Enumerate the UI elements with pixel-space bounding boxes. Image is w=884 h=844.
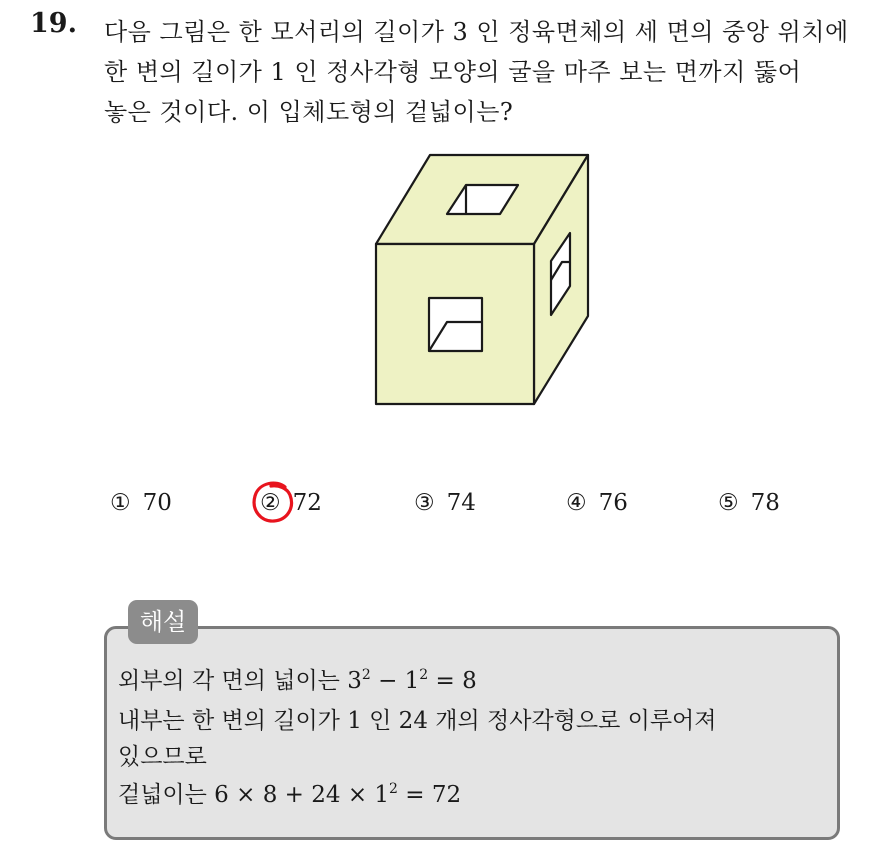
- solution-tab: 해설: [128, 600, 198, 644]
- choice-5[interactable]: [718, 490, 780, 516]
- choice-1[interactable]: [110, 490, 172, 516]
- solution-line-3: 있으므로: [118, 744, 207, 770]
- choice-value: 72: [292, 490, 322, 516]
- front-hole: [429, 298, 482, 351]
- choice-marker: ④: [566, 490, 587, 516]
- question-text-line-2: 한 변의 길이가 1 인 정사각형 모양의 굴을 마주 보는 면까지 뚫어: [104, 58, 802, 86]
- question-text-line-3: 놓은 것이다. 이 입체도형의 겉넓이는?: [104, 98, 514, 126]
- cube-figure: [370, 148, 600, 410]
- solution-line-2: 내부는 한 변의 길이가 1 인 24 개의 정사각형으로 이루어져: [118, 708, 717, 734]
- choice-marker: ②: [260, 490, 281, 516]
- choice-marker: ①: [110, 490, 131, 516]
- choice-marker: ③: [414, 490, 435, 516]
- choice-value: 76: [598, 490, 628, 516]
- choice-value: 70: [142, 490, 172, 516]
- solution-line-4: 겉넓이는 $6 \times 8 + 24 \times 1^2 = 72$: [118, 781, 462, 808]
- choice-4[interactable]: [566, 490, 628, 516]
- choice-value: 74: [446, 490, 476, 516]
- solution-line-1: 외부의 각 면의 넓이는 $3^2 - 1^2 = 8$: [118, 667, 477, 694]
- question-number: 19.: [30, 8, 77, 39]
- question-text-line-1: 다음 그림은 한 모서리의 길이가 3 인 정육면체의 세 면의 중앙 위치에: [104, 18, 849, 46]
- choice-marker: ⑤: [718, 490, 739, 516]
- answer-circle-mark: [249, 478, 299, 528]
- choice-3[interactable]: [414, 490, 476, 516]
- choice-value: 78: [750, 490, 780, 516]
